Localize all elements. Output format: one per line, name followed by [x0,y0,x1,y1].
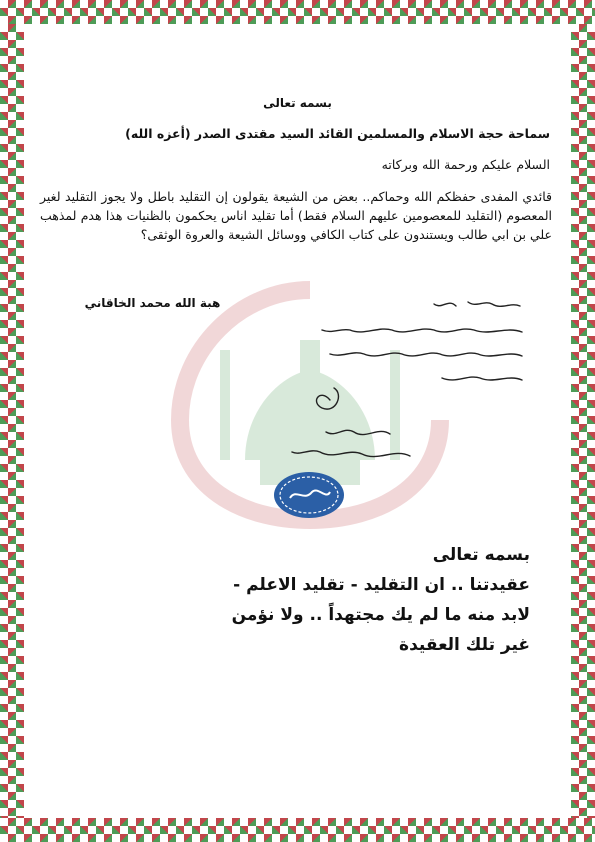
document-heading: بسمه تعالى [263,96,332,110]
greeting-line: السلام عليكم ورحمة الله وبركاته [381,157,550,172]
transcription-line: لابد منه ما لم يك مجتهداً .. ولا نؤمن [231,605,530,625]
addressee-line: سماحة حجة الاسلام والمسلمين القائد السيد مقتدى الصدر (أعزه الله) [125,126,550,141]
ornamental-border-top [0,0,595,24]
transcription-line: عقيدتنا .. ان التقليد - تقليد الاعلم - [233,575,530,595]
reply-transcription [230,540,530,660]
sender-signature: هبة الله محمد الخاقاني [84,296,221,310]
ornamental-border-right [571,24,595,818]
handwriting-strokes [292,302,522,457]
ornamental-border-bottom [0,818,595,842]
ornamental-border-left [0,24,24,818]
transcription-line: غير تلك العقيدة [399,635,530,655]
transcription-line: بسمه تعالى [432,545,530,565]
question-paragraph: قائدي المفدى حفظكم الله وحماكم.. بعض من الشيعة يقولون إن التقليد باطل ولا يجوز التقليد لغير المعصوم (التقليد للمعصومين عليهم السلام فقط) أما تقليد اناس يحكمون بالظنيات هذا هدم لمذهب علي بن ابي طالب ويستندون على كتاب الكافي ووسائل الشيعة والعروة الوثقى؟ [40,189,552,242]
official-seal-stamp [272,470,346,520]
